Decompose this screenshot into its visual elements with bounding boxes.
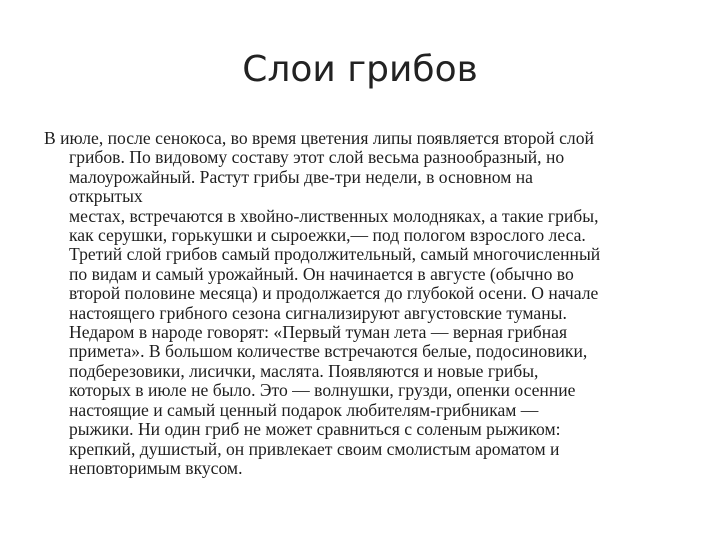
paragraph-line: Недаром в народе говорят: «Первый туман лета — верная грибная <box>69 322 568 343</box>
paragraph-line: неповторимым вкусом. <box>69 457 243 478</box>
paragraph-line: как серушки, горькушки и сыроежки,— под пологом взрослого леса. <box>69 225 586 246</box>
paragraph-line: грибов. По видовому составу этот слой весьма разнообразный, но <box>69 147 565 168</box>
slide-title: Слои грибов <box>242 49 478 90</box>
paragraph-line: рыжики. Ни один гриб не может сравниться с соленым рыжиком: <box>69 419 561 440</box>
paragraph-line: крепкий, душистый, он привлекает своим смолистым ароматом и <box>69 438 560 459</box>
paragraph-line: подберезовики, лисички, маслята. Появляются и новые грибы, <box>69 360 539 381</box>
paragraph-line: открытых <box>69 186 143 207</box>
paragraph-line: Третий слой грибов самый продолжительный, самый многочисленный <box>69 244 601 265</box>
paragraph-line: малоурожайный. Растут грибы две-три недели, в основном на <box>69 166 533 187</box>
paragraph-line: по видам и самый урожайный. Он начинается в августе (обычно во <box>69 263 574 284</box>
paragraph-line: которых в июле не было. Это — волнушки, грузди, опенки осенние <box>69 380 576 401</box>
paragraph-line: настоящего грибного сезона сигнализируют августовские туманы. <box>69 302 567 323</box>
paragraph-line: примета». В большом количестве встречаются белые, подосиновики, <box>69 341 588 362</box>
paragraph-line: В июле, после сенокоса, во время цветения липы появляется второй слой <box>44 128 594 148</box>
body-paragraph <box>44 129 684 478</box>
paragraph-line: местах, встречаются в хвойно-лиственных молодняках, а такие грибы, <box>69 205 599 226</box>
paragraph-line: второй половине месяца) и продолжается до глубокой осени. О начале <box>69 283 599 304</box>
paragraph-line: настоящие и самый ценный подарок любителям-грибникам — <box>69 399 539 420</box>
